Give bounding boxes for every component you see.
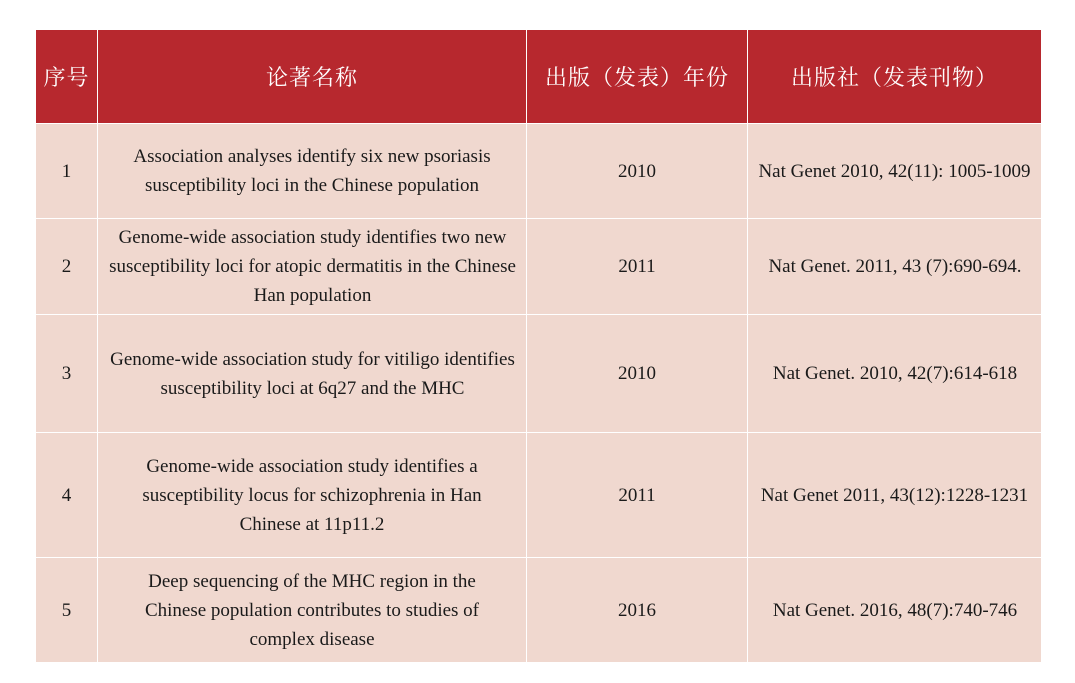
header-title: 论著名称	[98, 30, 527, 124]
cell-title-text: Genome-wide association study identifies a susceptibility locus for schizophrenia in Han Chinese at 11p11.2	[142, 455, 482, 535]
table-header	[36, 30, 1042, 124]
table-row	[36, 124, 1042, 219]
cell-publisher	[748, 124, 1042, 219]
table-row	[36, 558, 1042, 663]
table-row	[36, 219, 1042, 315]
cell-year: 2011	[527, 433, 748, 558]
cell-title	[98, 433, 527, 558]
cell-year: 2010	[527, 124, 748, 219]
table-row	[36, 433, 1042, 558]
header-row	[36, 30, 1042, 124]
cell-title-text: Genome-wide association study identifies two new susceptibility loci for atopic dermatitis in the Chinese Han population	[109, 227, 516, 306]
cell-index: 4	[36, 433, 98, 558]
cell-title	[98, 315, 527, 433]
table-row	[36, 315, 1042, 433]
cell-publisher-text: Nat Genet 2011, 43(12):1228-1231	[760, 484, 1029, 506]
cell-publisher-text: Nat Genet 2010, 42(11): 1005-1009	[758, 160, 1031, 182]
cell-title-text: Association analyses identify six new psoriasis susceptibility loci in the Chinese population	[133, 146, 491, 196]
cell-index: 5	[36, 558, 98, 663]
cell-publisher-text: Nat Genet. 2011, 43 (7):690-694.	[768, 256, 1022, 277]
cell-year: 2011	[527, 219, 748, 315]
cell-publisher	[748, 219, 1042, 315]
cell-title	[98, 219, 527, 315]
cell-title-text: Genome-wide association study for vitiligo identifies susceptibility loci at 6q27 and the MHC	[110, 348, 515, 399]
publications-table	[35, 29, 1042, 663]
header-year: 出版（发表）年份	[527, 30, 748, 124]
cell-title	[98, 558, 527, 663]
cell-publisher-text: Nat Genet. 2016, 48(7):740-746	[772, 599, 1018, 621]
table-body	[36, 124, 1042, 663]
cell-index: 1	[36, 124, 98, 219]
cell-publisher	[748, 433, 1042, 558]
header-publisher: 出版社（发表刊物）	[748, 30, 1042, 124]
header-index: 序号	[36, 30, 98, 124]
cell-publisher	[748, 315, 1042, 433]
cell-publisher-text: Nat Genet. 2010, 42(7):614-618	[772, 363, 1018, 384]
cell-index: 3	[36, 315, 98, 433]
cell-year: 2016	[527, 558, 748, 663]
cell-title-text: Deep sequencing of the MHC region in the Chinese population contributes to studies of complex disease	[144, 570, 480, 650]
cell-year: 2010	[527, 315, 748, 433]
cell-title	[98, 124, 527, 219]
cell-index: 2	[36, 219, 98, 315]
cell-publisher	[748, 558, 1042, 663]
